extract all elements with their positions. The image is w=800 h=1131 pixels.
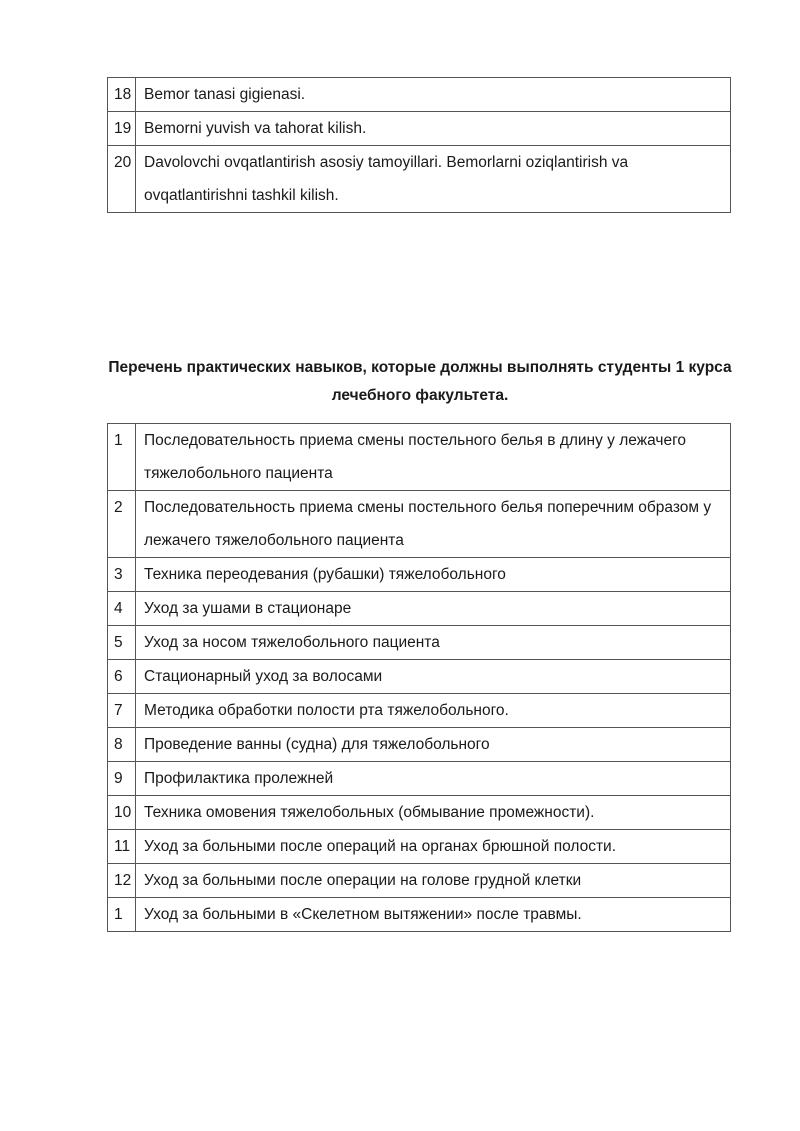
row-text: Уход за больными в «Скелетном вытяжении» после травмы.: [136, 898, 731, 932]
row-text: Последовательность приема смены постельного белья поперечним образом у лежачего тяжелобольного пациента: [136, 491, 731, 558]
table-row: [108, 78, 731, 112]
table-row: [108, 694, 731, 728]
table-row: [108, 626, 731, 660]
row-text: Уход за больными после операции на голове грудной клетки: [136, 864, 731, 898]
table-row: [108, 728, 731, 762]
table-row: [108, 796, 731, 830]
row-text: Техника переодевания (рубашки) тяжелобольного: [136, 558, 731, 592]
row-number: 11: [108, 830, 136, 864]
table-row: [108, 830, 731, 864]
row-text: Профилактика пролежней: [136, 762, 731, 796]
row-text: Уход за больными после операций на органах брюшной полости.: [136, 830, 731, 864]
row-text: Davolovchi ovqatlantirish asosiy tamoyillari. Bemorlarni oziqlantirish va ovqatlantirishni tashkil kilish.: [136, 146, 731, 213]
row-number: 8: [108, 728, 136, 762]
row-text: Техника омовения тяжелобольных (обмывание промежности).: [136, 796, 731, 830]
row-number: 9: [108, 762, 136, 796]
table-row: [108, 864, 731, 898]
row-number: 2: [108, 491, 136, 558]
table-row: [108, 558, 731, 592]
row-number: 4: [108, 592, 136, 626]
row-number: 20: [108, 146, 136, 213]
table-row: [108, 660, 731, 694]
row-number: 1: [108, 424, 136, 491]
table-row: [108, 424, 731, 491]
table-row: [108, 146, 731, 213]
row-number: 3: [108, 558, 136, 592]
row-number: 6: [108, 660, 136, 694]
row-number: 19: [108, 112, 136, 146]
row-text: Методика обработки полости рта тяжелобольного.: [136, 694, 731, 728]
row-number: 18: [108, 78, 136, 112]
practical-skills-table: [107, 423, 731, 932]
row-number: 10: [108, 796, 136, 830]
row-text: Bemor tanasi gigienasi.: [136, 78, 731, 112]
row-number: 1: [108, 898, 136, 932]
hygiene-topics-table: [107, 77, 731, 213]
row-text: Уход за носом тяжелобольного пациента: [136, 626, 731, 660]
row-number: 5: [108, 626, 136, 660]
row-number: 7: [108, 694, 136, 728]
row-text: Стационарный уход за волосами: [136, 660, 731, 694]
table-row: [108, 112, 731, 146]
table-row: [108, 898, 731, 932]
section-heading: Перечень практических навыков, которые должны выполнять студенты 1 курса лечебного факультета.: [108, 359, 732, 404]
row-number: 12: [108, 864, 136, 898]
row-text: Уход за ушами в стационаре: [136, 592, 731, 626]
table-row: [108, 592, 731, 626]
row-text: Проведение ванны (судна) для тяжелобольного: [136, 728, 731, 762]
table-row: [108, 762, 731, 796]
row-text: Bemorni yuvish va tahorat kilish.: [136, 112, 731, 146]
row-text: Последовательность приема смены постельного белья в длину у лежачего тяжелобольного пациента: [136, 424, 731, 491]
table-row: [108, 491, 731, 558]
